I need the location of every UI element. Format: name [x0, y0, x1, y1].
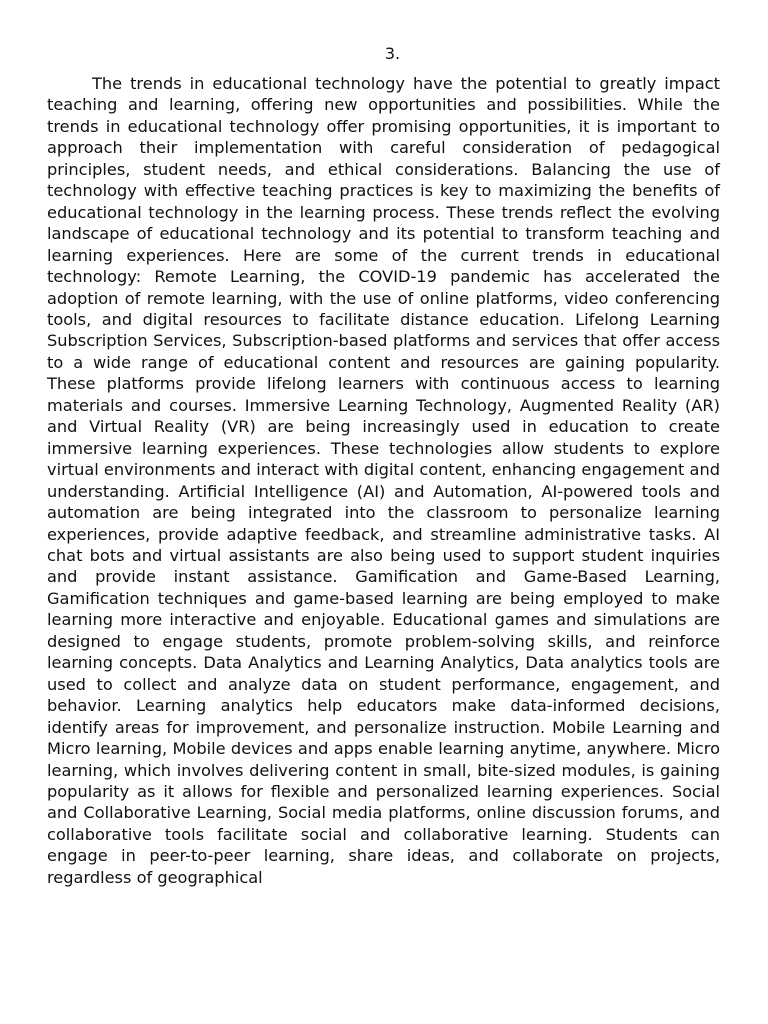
page-number: 3. [384, 44, 401, 63]
body-paragraph: The trends in educational technology have the potential to greatly impact teaching and learning, offering new opportunities and possibilities. While the trends in educational technology offer promising opportunities, it is important to approach their implementation with careful consideration of pedagogical principles, student needs, and ethical considerations. Balancing the use of technology with effective teaching practices is key to maximizing the benefits of educational technology in the learning process. These trends reflect the evolving landscape of educational technology and its potential to transform teaching and learning experiences. Here are some of the current trends in educational technology: Remote Learning, the COVID-19 pandemic has accelerated the adoption of remote learning, with the use of online platforms, video conferencing tools, and digital resources to facilitate distance education. Lifelong Learning Subscription Services, Subscription-based platforms and services that offer access to a wide range of educational content and resources are gaining popularity. These platforms provide lifelong learners with continuous access to learning materials and courses. Immersive Learning Technology, Augmented Reality (AR) and Virtual Reality (VR) are being increasingly used in education to create immersive learning experiences. These technologies allow students to explore virtual environments and interact with digital content, enhancing engagement and understanding. Artificial Intelligence (AI) and Automation, AI-powered tools and automation are being integrated into the classroom to personalize learning experiences, provide adaptive feedback, and streamline administrative tasks. AI chat bots and virtual assistants are also being used to support student inquiries and provide instant assistance. Gamification and Game-Based Learning, Gamification techniques and game-based learning are being employed to make learning more interactive and enjoyable. Educational games and simulations are designed to engage students, promote problem-solving skills, and reinforce learning concepts. Data Analytics and Learning Analytics, Data analytics tools are used to collect and analyze data on student performance, engagement, and behavior. Learning analytics help educators make data-informed decisions, identify areas for improvement, and personalize instruction. Mobile Learning and Micro learning, Mobile devices and apps enable learning anytime, anywhere. Micro learning, which involves delivering content in small, bite-sized modules, is gaining popularity as it allows for flexible and personalized learning experiences. Social and Collaborative Learning, Social media platforms, online discussion forums, and collaborative tools facilitate social and collaborative learning. Students can engage in peer-to-peer learning, share ideas, and collaborate on projects, regardless of geographical [47, 74, 720, 887]
